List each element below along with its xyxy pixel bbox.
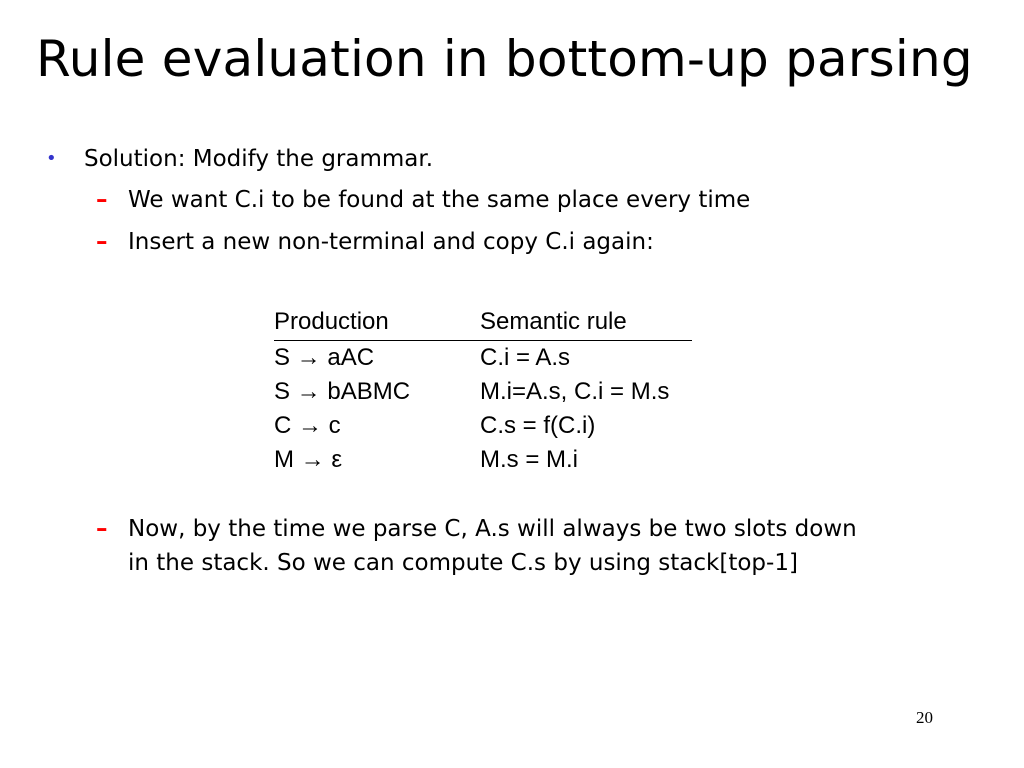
slide-title: Rule evaluation in bottom-up parsing bbox=[36, 30, 973, 88]
sub-item-text: in the stack. So we can compute C.s by using stack[top-1] bbox=[128, 550, 798, 576]
semantic-rule-cell: M.s = M.i bbox=[480, 446, 579, 473]
grammar-table bbox=[274, 305, 692, 477]
semantic-rule-cell: M.i=A.s, C.i = M.s bbox=[480, 378, 670, 405]
dash-marker: – bbox=[96, 229, 108, 255]
production-cell: M → ε bbox=[274, 446, 343, 473]
table-row bbox=[274, 443, 692, 477]
production-cell: S → aAC bbox=[274, 344, 375, 371]
page-number: 20 bbox=[916, 708, 933, 727]
production-cell: C → c bbox=[274, 412, 341, 439]
header-production: Production bbox=[274, 308, 389, 335]
semantic-rule-cell: C.i = A.s bbox=[480, 344, 571, 371]
table-row bbox=[274, 409, 692, 443]
dash-marker: – bbox=[96, 516, 108, 542]
table-header bbox=[274, 305, 692, 341]
sub-item-text: We want C.i to be found at the same place every time bbox=[128, 187, 751, 213]
bullet-text: Solution: Modify the grammar. bbox=[84, 146, 434, 172]
production-cell: S → bABMC bbox=[274, 378, 411, 405]
table-row bbox=[274, 375, 692, 409]
table-row bbox=[274, 341, 692, 375]
semantic-rule-cell: C.s = f(C.i) bbox=[480, 412, 596, 439]
header-semantic-rule: Semantic rule bbox=[480, 308, 627, 335]
bullet-marker: • bbox=[46, 148, 57, 169]
sub-item-text: Insert a new non-terminal and copy C.i again: bbox=[128, 229, 654, 255]
sub-item-text: Now, by the time we parse C, A.s will always be two slots down bbox=[128, 516, 857, 542]
dash-marker: – bbox=[96, 187, 108, 213]
